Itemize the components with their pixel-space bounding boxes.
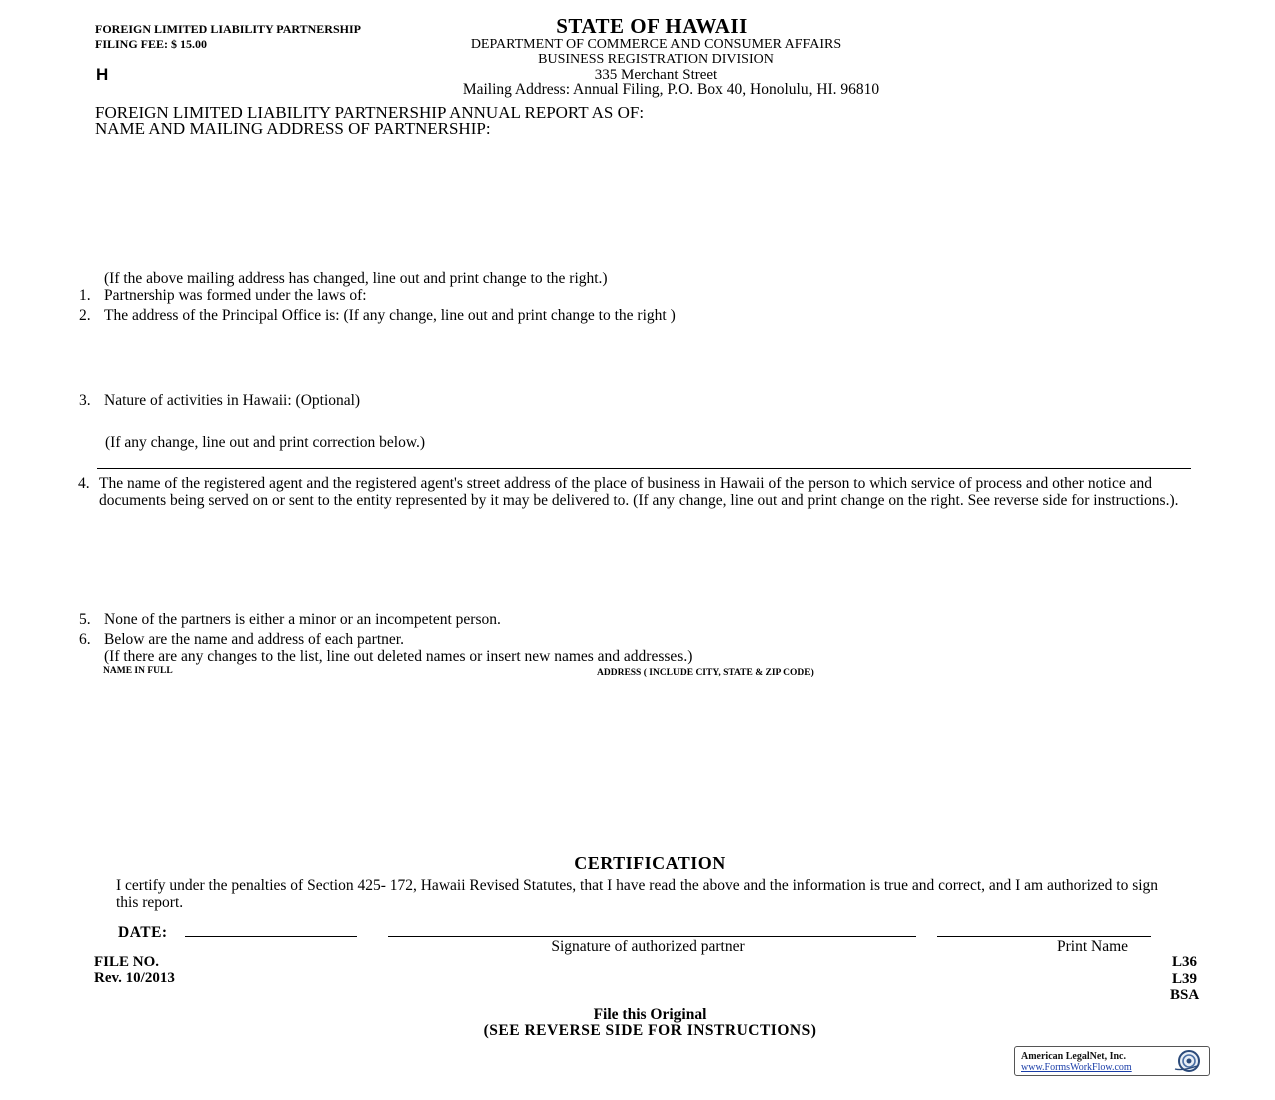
file-number-label: FILE NO. <box>94 954 160 970</box>
code-letter: H <box>96 65 109 84</box>
street-address: 335 Merchant Street <box>594 67 718 83</box>
file-original-note: File this Original <box>593 1006 707 1023</box>
department-name: DEPARTMENT OF COMMERCE AND CONSUMER AFFAIRS <box>470 37 842 52</box>
print-name-line[interactable] <box>937 936 1151 937</box>
item-partner-list: Below are the name and address of each partner. <box>104 631 404 648</box>
item-number-2: 2. <box>79 307 91 324</box>
logo-swirl-icon <box>1171 1049 1205 1073</box>
item-partners-competence: None of the partners is either a minor or an incompetent person. <box>104 611 501 628</box>
filing-fee: FILING FEE: $ 15.00 <box>95 37 208 51</box>
form-code-l36: L36 <box>1172 954 1198 970</box>
certification-text: I certify under the penalties of Section 425- 172, Hawaii Revised Statutes, that I have read the above and the information is true and correct, and I am authorized to sign this report. <box>116 877 1159 911</box>
print-name-label: Print Name <box>1057 938 1129 955</box>
date-line[interactable] <box>185 936 357 937</box>
report-title: FOREIGN LIMITED LIABILITY PARTNERSHIP ANNUAL REPORT AS OF: <box>95 103 645 122</box>
form-code-l39: L39 <box>1172 971 1198 987</box>
item-registered-agent: The name of the registered agent and the registered agent's street address of the place of business in Hawaii of the person to which service of process and other notice and documents being served on or sent to the entity represented by it may be delivered to. (If any change, line out and print change on the right. See reverse side for instructions.). <box>99 475 1179 509</box>
signature-line[interactable] <box>388 936 916 937</box>
item-number-1: 1. <box>79 287 91 304</box>
american-legalnet-logo[interactable] <box>1014 1046 1210 1076</box>
revision-date: Rev. 10/2013 <box>94 970 175 986</box>
mailing-address: Mailing Address: Annual Filing, P.O. Box 40, Honolulu, HI. 96810 <box>462 81 880 98</box>
item-nature-of-activities: Nature of activities in Hawaii: (Optional) <box>104 392 361 409</box>
item-principal-office: The address of the Principal Office is: (If any change, line out and print change to the right ) <box>104 307 676 324</box>
signature-label: Signature of authorized partner <box>551 938 745 955</box>
form-type: FOREIGN LIMITED LIABILITY PARTNERSHIP <box>95 22 361 36</box>
activities-divider-line <box>97 468 1191 469</box>
item-number-6: 6. <box>79 631 91 648</box>
mailing-change-note: (If the above mailing address has changed, line out and print change to the right.) <box>104 270 608 287</box>
certification-title: CERTIFICATION <box>574 853 726 873</box>
item-formed-under-laws: Partnership was formed under the laws of: <box>104 287 367 304</box>
logo-company-name: American LegalNet, Inc. <box>1021 1051 1126 1062</box>
logo-website-link[interactable]: www.FormsWorkFlow.com <box>1021 1062 1132 1073</box>
column-header-address: ADDRESS ( INCLUDE CITY, STATE & ZIP CODE) <box>597 668 814 678</box>
form-code-bsa: BSA <box>1170 987 1200 1003</box>
division-name: BUSINESS REGISTRATION DIVISION <box>538 52 774 67</box>
date-label: DATE: <box>118 924 168 941</box>
name-address-heading: NAME AND MAILING ADDRESS OF PARTNERSHIP: <box>95 119 491 138</box>
activities-change-note: (If any change, line out and print correction below.) <box>105 434 426 451</box>
item-number-4: 4. <box>78 475 90 492</box>
item-number-5: 5. <box>79 611 91 628</box>
see-reverse-note: (SEE REVERSE SIDE FOR INSTRUCTIONS) <box>483 1022 817 1039</box>
item-number-3: 3. <box>79 392 91 409</box>
state-title: STATE OF HAWAII <box>556 14 748 38</box>
partner-list-change-note: (If there are any changes to the list, line out deleted names or insert new names and addresses.) <box>104 648 693 665</box>
column-header-name: NAME IN FULL <box>103 666 173 676</box>
